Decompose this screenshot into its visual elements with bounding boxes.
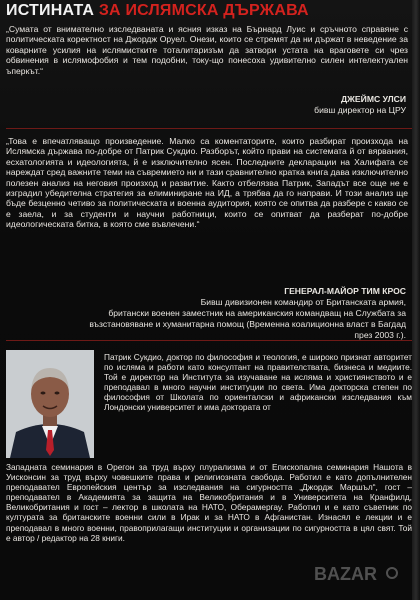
divider <box>6 128 412 129</box>
title-white-part: ИСТИНАТА <box>6 2 95 19</box>
bazar-watermark-logo <box>314 563 398 590</box>
author-bio-continued: Западната семинария в Орегон за труд върху плурализма и от Епископална семинария Нашота в Уисконсин за труд върху човешките права и религиозната свобода. Работил е като допълнителен преподавател Европейския център за изследвания на сигурността „Джордж Маршъл“, гост – преподавател в Академията за защита на Великобритания и в Университета на Кранфилд, Великобритания и гост – лектор в школата на НАТО, Оберамергау. Работил и е като съветник по културата за британските военни сили в Ирак и за НАТО в Афганистан. Изнасял е лекции и е преподавал в много военни, правоприлагащи институции и организации по сигурността в цял свят. Той е автор / редактор на 28 книги. <box>6 462 412 543</box>
endorser-title-line: британски военен заместник на американския командващ на Службата за възстановяване и хуманитарна помощ (Временна коалиционна власт в Багдад през 2003 г.). <box>89 308 406 340</box>
svg-text:BAZAR: BAZAR <box>314 564 377 584</box>
endorser-title-line: Бивш дивизионен командир от Британската армия, <box>200 297 406 307</box>
author-photo <box>6 350 94 458</box>
divider <box>6 340 412 341</box>
endorsement-quote-woolsey: „Сумата от внимателно изследваната и ясния изказ на Бърнард Луис и сръчното справяне с политическата коректност на Джордж Оруел. Онези, които се стремят да ни държат в неведение за коварните усилия на ислямистките тоталитаризъм да затвори устата на враговете си чрез обвинения в ислямофобия и тем подобни, току-що понесоха удивително силен интелектуален ъперкът.“ <box>6 24 408 76</box>
book-spine-edge <box>412 0 420 600</box>
author-portrait-image <box>6 350 94 458</box>
endorser-name: ГЕНЕРАЛ-МАЙОР ТИМ КРОС <box>284 286 406 296</box>
endorser-title: бивш директор на ЦРУ <box>314 105 406 115</box>
endorsement-quote-cross: „Това е впечатляващо произведение. Малко са коментаторите, които разбират произхода на Ислямска държава по-добре от Патрик Сукдио. Разборът, който прави на системата й от вярвания, есхатологията и идеологията, й е изключително ясен. Последните декларации на Халифата се нареждат сред важните теми на съвремието ни и тази сравнително кратка книга дава изключително полезен анализ на неговия произход и развитие. Както отбелязва Патрик, Западът все още не е изградил убедителна стратегия за елиминиране на ИД, а трябва да го направи. И този анализ ще бъде безценно четиво за политическата и военна аудитория, която се опитва да разбере с какво се е заела, и за студенти и научни работници, които се опитват да разберат по-добре идеологическата битка, в която сме въвлечени.“ <box>6 136 408 230</box>
book-title <box>6 2 309 20</box>
title-red-part: ЗА ИСЛЯМСКА ДЪРЖАВА <box>98 2 309 19</box>
endorser-name: ДЖЕЙМС УЛСИ <box>341 94 406 104</box>
endorsement-attribution-woolsey <box>314 94 406 116</box>
author-bio-top: Патрик Сукдио, доктор по философия и теология, е широко признат авторитет по исляма и работи като консултант на правителствата, бизнеса и медиите. Той е директор на Института за изучаване на исляма и християнството и е преподавал в много научни институции по света. Има докторска степен по философия от Школата по ориенталски и африкански изследвания към Лондонски университет и има доктората от <box>104 352 412 413</box>
endorsement-attribution-cross <box>76 286 406 341</box>
